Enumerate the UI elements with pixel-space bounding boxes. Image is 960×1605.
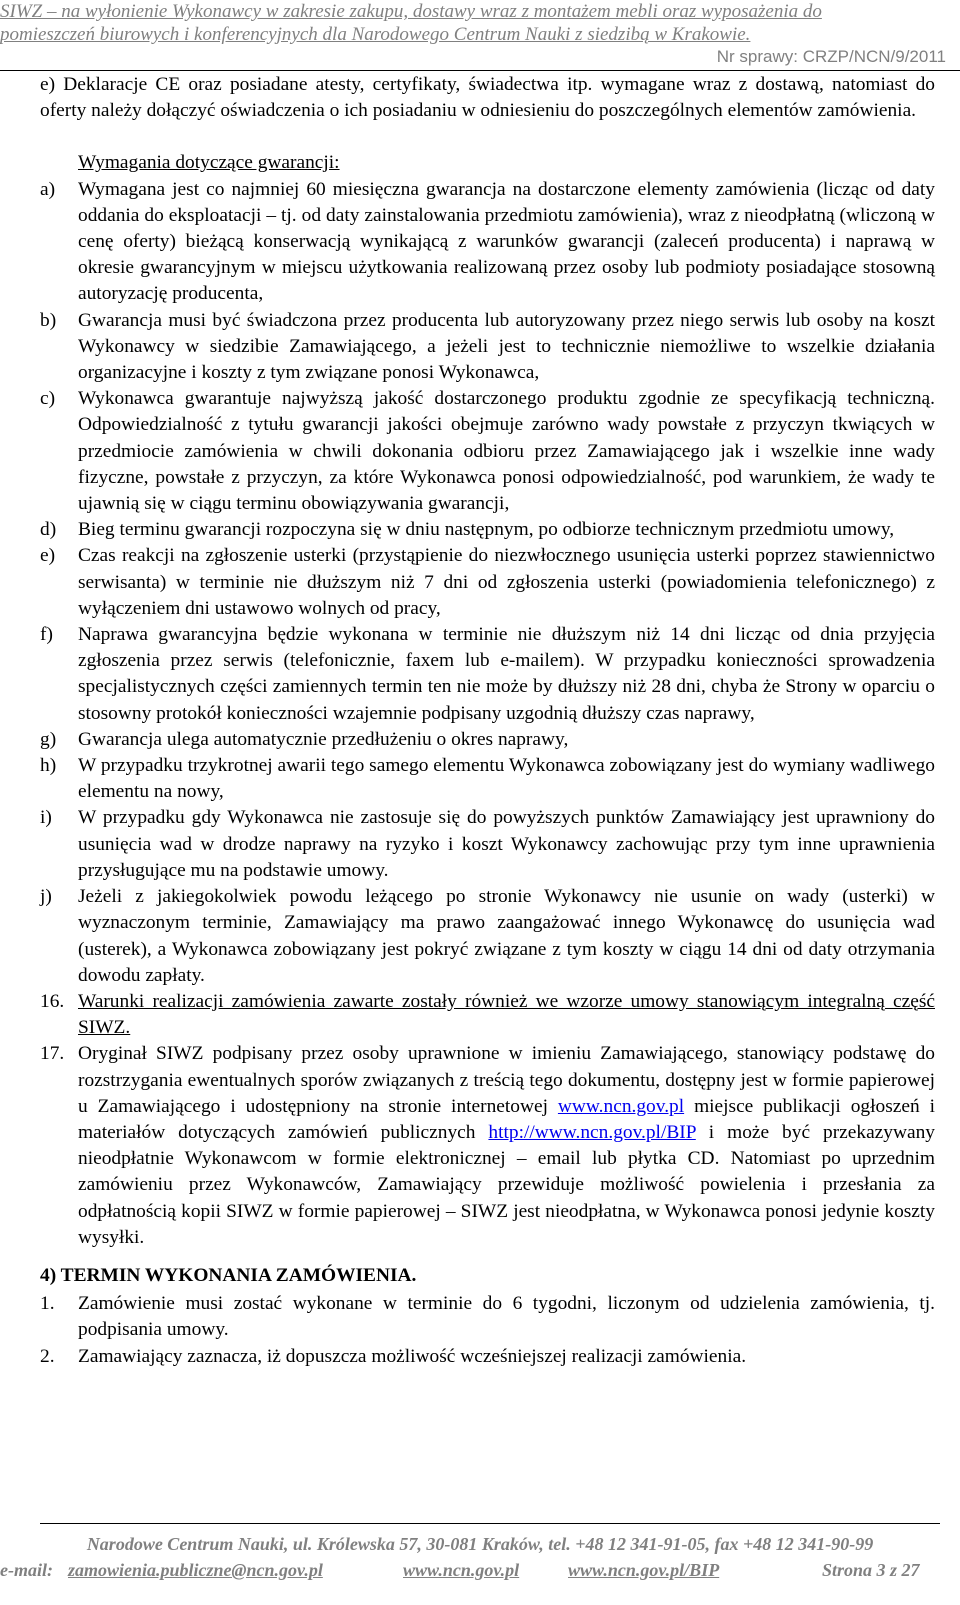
- list-item: [40, 805, 935, 884]
- case-number: Nr sprawy: CRZP/NCN/9/2011: [716, 47, 946, 66]
- page-footer: [0, 1520, 960, 1605]
- point-16: [40, 989, 935, 1041]
- page-header: [0, 0, 960, 74]
- point-17-text-c: i może być przekazywany nieodpłatnie Wykonawcom w formie elektronicznej – email lub płytka CD. Natomiast po uprzednim zamówieniu przez Wykonawców, Zamawiający przewiduje możliwość powielenia i przesłania za odpłatnością kopii SIWZ w formie papierowej – SIWZ jest nieodpłatna, w Wykonawca ponosi jedynie koszty wysyłki.: [78, 1121, 935, 1248]
- footer-bip-link[interactable]: www.ncn.gov.pl/BIP: [568, 1560, 720, 1580]
- list-item: [40, 727, 935, 753]
- footer-website-link[interactable]: www.ncn.gov.pl: [403, 1560, 520, 1580]
- list-item: [40, 386, 935, 517]
- list-item: [40, 1344, 935, 1370]
- page-number: Strona 3 z 27: [822, 1560, 920, 1580]
- bip-link[interactable]: http://www.ncn.gov.pl/BIP: [488, 1121, 696, 1143]
- footer-divider: [40, 1523, 940, 1524]
- list-item-text: Gwarancja musi być świadczona przez producenta lub autoryzowany przez niego serwis lub osoby na koszt Wykonawcy w siedzibie Zamawiającego, a jeżeli jest to technicznie niemożliwe to wszelkie działania organizacyjne i koszty z tym związane ponosi Wykonawca,: [78, 309, 935, 384]
- list-item-text: Zamawiający zaznacza, iż dopuszcza możliwość wcześniejszej realizacji zamówienia.: [78, 1345, 747, 1367]
- list-item-text: Czas reakcji na zgłoszenie usterki (przystąpienie do niezwłocznego usunięcia usterki poprzez stawiennictwo serwisanta) w terminie nie dłuższym niż 7 dni od zgłoszenia usterki (powiadomienia telefonicznego) z wyłączeniem dni ustawowo wolnych od pracy,: [78, 545, 935, 619]
- list-item: [40, 308, 935, 387]
- list-marker: g): [40, 728, 57, 750]
- list-item: [40, 177, 935, 308]
- footer-address: Narodowe Centrum Nauki, ul. Królewska 57, 30-081 Kraków, tel. +48 12 341-91-05, fax +48 12 341-90-99: [86, 1534, 874, 1554]
- warranty-heading: Wymagania dotyczące gwarancji:: [78, 152, 340, 174]
- footer-email-link[interactable]: zamowienia.publiczne@ncn.gov.pl: [68, 1560, 323, 1580]
- point-16-text: Warunki realizacji zamówienia zawarte zostały również we wzorze umowy stanowiącym integralną część SIWZ.: [78, 990, 935, 1039]
- list-marker: d): [40, 519, 57, 541]
- list-item: [40, 517, 935, 543]
- header-divider: [0, 70, 960, 71]
- list-marker: e): [40, 545, 56, 567]
- list-item: [40, 622, 935, 727]
- point-17: [40, 1041, 935, 1251]
- intro-paragraph: e) Deklaracje CE oraz posiadane atesty, certyfikaty, świadectwa itp. wymagane wraz z dostawą, natomiast do oferty należy dołączyć oświadczenia o ich posiadaniu w odniesieniu do poszczególnych elementów zamówienia.: [40, 74, 935, 122]
- list-item-text: W przypadku gdy Wykonawca nie zastosuje się do powyższych punktów Zamawiający jest uprawniony do usunięcia wad w drodze naprawy na ryzyko i koszt Wykonawcy zachowując przy tym inne uprawnienia przysługujące mu na podstawie umowy.: [78, 807, 935, 881]
- list-item-text: Jeżeli z jakiegokolwiek powodu leżącego po stronie Wykonawcy nie usunie on wady (usterki) w wyznaczonym terminie, Zamawiający ma prawo zaangażować innego Wykonawcę do usunięcia wad (usterek), a Wykonawca zobowiązany jest pokryć związane z tym koszty w ciągu 14 dni od daty otrzymania dowodu zapłaty.: [78, 886, 935, 986]
- list-item-text: Bieg terminu gwarancji rozpoczyna się w dniu następnym, po odbiorze technicznym przedmiotu umowy,: [78, 519, 895, 541]
- list-item-text: Naprawa gwarancyjna będzie wykonana w terminie nie dłuższym niż 14 dni licząc od dnia przyjęcia zgłoszenia przez serwis (telefonicznie, faxem lub e-mailem). W przypadku konieczności sprowadzenia specjalistycznych części zamiennych termin ten nie może by dłuższy niż 28 dni, chyba że Strony w oparciu o stosowny protokół konieczności wzajemnie podpisany uzgodnią dłuższy czas naprawy,: [78, 624, 935, 724]
- list-item: [40, 1291, 935, 1343]
- page-body: [40, 72, 935, 1370]
- warranty-list: [40, 177, 935, 989]
- list-item-text: Wymagana jest co najmniej 60 miesięczna gwarancja na dostarczone elementy zamówienia (licząc od daty oddania do eksploatacji – tj. od daty zainstalowania przedmiotu zamówienia), wraz z nieodpłatną (wliczoną w cenę oferty) bieżącą konserwacją wynikającą z warunków gwarancji (zaleceń producenta) i naprawą w okresie gwarancyjnym w miejscu użytkowania realizowaną przez osoby lub podmioty posiadające stosowną autoryzację producenta,: [78, 178, 935, 305]
- website-link[interactable]: www.ncn.gov.pl: [557, 1095, 685, 1117]
- list-item: [40, 753, 935, 805]
- list-marker: 1.: [40, 1293, 55, 1315]
- list-marker: i): [40, 807, 52, 829]
- list-marker: h): [40, 755, 57, 777]
- list-item: [40, 543, 935, 622]
- list-marker: 17.: [40, 1043, 65, 1065]
- section-4-list: [40, 1291, 935, 1370]
- list-marker: f): [40, 624, 53, 646]
- section-4-heading: 4) TERMIN WYKONANIA ZAMÓWIENIA.: [40, 1264, 417, 1286]
- footer-email-label: e-mail:: [0, 1560, 53, 1580]
- list-item-text: Gwarancja ulega automatycznie przedłużeniu o okres naprawy,: [78, 728, 569, 750]
- list-item: [40, 884, 935, 989]
- list-marker: c): [40, 388, 56, 410]
- list-item-text: W przypadku trzykrotnej awarii tego samego elementu Wykonawca zobowiązany jest do wymiany wadliwego elementu na nowy,: [78, 755, 935, 803]
- list-item-text: Wykonawca gwarantuje najwyższą jakość dostarczonego produktu zgodnie ze specyfikacją techniczną. Odpowiedzialność z tytułu gwarancji jakości obejmuje zarówno wady powstałe z przyczyn tkwiących w przedmiocie zamówienia w chwili dokonania odbioru przez Zamawiającego jak i wszelkie inne wady fizyczne, powstałe z przyczyn, za które Wykonawca ponosi odpowiedzialność, pod warunkiem, że wady te ujawnią się w ciągu terminu obowiązywania gwarancji,: [78, 388, 935, 515]
- list-item-text: Zamówienie musi zostać wykonane w terminie do 6 tygodni, liczonym od udzielenia zamówienia, tj. podpisania umowy.: [78, 1293, 935, 1341]
- list-marker: 16.: [40, 990, 65, 1012]
- list-marker: 2.: [40, 1345, 55, 1367]
- point-17-text-b: miejsce publikacji ogłoszeń i materiałów dotyczących zamówień publicznych: [78, 1095, 935, 1143]
- header-title-line-1: SIWZ – na wyłonienie Wykonawcy w zakresie zakupu, dostawy wraz z montażem mebli oraz wyposażenia do: [0, 1, 822, 22]
- list-marker: a): [40, 178, 56, 200]
- header-title-line-2: pomieszczeń biurowych i konferencyjnych dla Narodowego Centrum Nauki z siedzibą w Krakowie.: [0, 24, 751, 45]
- list-marker: j): [40, 886, 52, 908]
- point-17-text-a: Oryginał SIWZ podpisany przez osoby uprawnione w imieniu Zamawiającego, stanowiący podstawę do rozstrzygania ewentualnych sporów związanych z treścią tego dokumentu, dostępny jest w formie papierowej u Zamawiającego i udostępniony na stronie internetowej: [78, 1043, 935, 1117]
- list-marker: b): [40, 309, 57, 331]
